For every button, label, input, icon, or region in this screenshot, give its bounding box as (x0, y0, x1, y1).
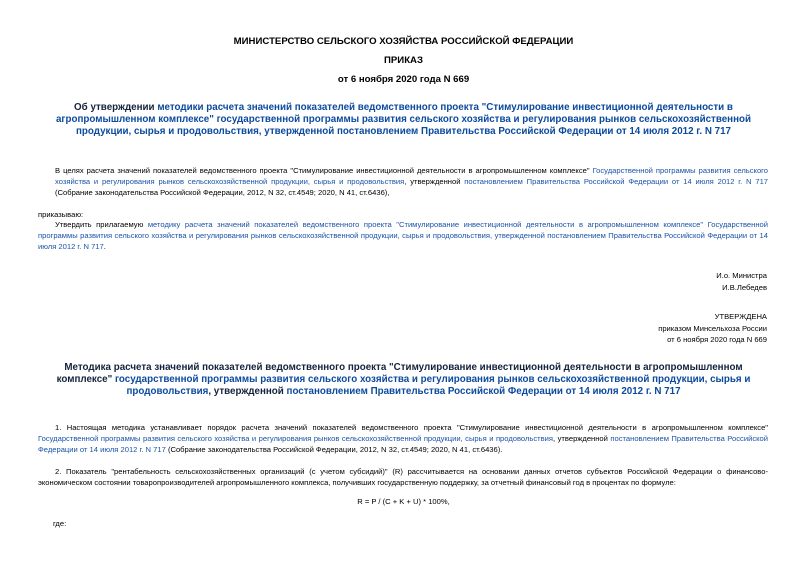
order-title-prefix: Об утверждении (74, 102, 158, 113)
intro-paragraph (55, 165, 768, 199)
intro-text-2: , утвержденной (404, 177, 465, 187)
formula: R = P / (C + K + U) * 100%, (357, 497, 450, 506)
item-1-text-2: , утвержденной (553, 434, 611, 444)
methodology-program-link[interactable]: государственной программы развития сельского хозяйства и регулирования рынков сельскохозяйственной продукции, сырья и продовольствия (114, 374, 751, 397)
methodology-title-text-2: , утвержденной (208, 386, 287, 397)
doc-date-number: от 6 ноября 2020 года N 669 (337, 74, 470, 85)
item-1-paragraph (38, 422, 768, 456)
item-1-text-3: (Собрание законодательства Российской Федерации, 2012, N 32, ст.4549; 2020, N 41, ст.6436). (165, 445, 503, 455)
order-title-link[interactable]: методики расчета значений показателей ведомственного проекта "Стимулирование инвестиционной деятельности в агропромышленном комплексе" государственной программы развития сельского хозяйства и регулирования рынков сельскохозяйственной продукции, сырья и продовольствия, утвержденной постановлением Правительства Российской Федерации от 14 июля 2012 г. N 717 (55, 102, 752, 137)
approval-order: приказом Минсельхоза России (658, 323, 767, 333)
item-2-paragraph: 2. Показатель "рентабельность сельскохозяйственных организаций (с учетом субсидий)" (R) рассчитывается на основании данных отчетов субъектов Российской Федерации о финансово-экономическом состоянии товаропроизводителей агропромышленного комплекса, получивших государственную поддержку, за отчетный финансовый год в процентах по формуле: (38, 467, 768, 488)
approval-stamp (467, 311, 767, 346)
approval-label: УТВЕРЖДЕНА (714, 312, 767, 321)
state-program-link[interactable]: Государственной программы развития сельского хозяйства и регулирования рынков сельскохозяйственной продукции, сырья и продовольствия (55, 166, 768, 187)
approve-text-2: . (103, 242, 106, 252)
signature-position: И.о. Министра (716, 271, 767, 280)
doc-type-heading: ПРИКАЗ (384, 55, 423, 66)
methodology-decree-link[interactable]: постановлением Правительства Российской Федерации от 14 июля 2012 г. N 717 (286, 386, 681, 397)
item-1-decree-link[interactable]: постановлением Правительства Российской Федерации от 14 июля 2012 г. N 717 (38, 434, 768, 455)
intro-text-1: В целях расчета значений показателей ведомственного проекта "Стимулирование инвестиционной деятельности в агропромышленном комплексе" (55, 166, 593, 175)
item-1-text-1: 1. Настоящая методика устанавливает порядок расчета значений показателей ведомственного проекта "Стимулирование инвестиционной деятельности в агропромышленном комплексе" (55, 423, 768, 432)
order-word: приказываю: (38, 210, 84, 219)
methodology-title-text: Методика расчета значений показателей ведомственного проекта "Стимулирование инвестиционной деятельности в агропромышленном комплексе" (56, 362, 743, 385)
item-1-program-link[interactable]: Государственной программы развития сельского хозяйства и регулирования рынков сельскохозяйственной продукции, сырья и продовольствия (38, 434, 554, 444)
signature-name: И.В.Лебедев (722, 282, 767, 292)
methodology-link[interactable]: методику расчета значений показателей ведомственного проекта "Стимулирование инвестиционной деятельности в агропромышленном комплексе" Государственной программы развития сельского хозяйства и регулирования рынков сельскохозяйственной продукции, сырья и продовольствия, утвержденной постановлением Правительства Российской Федерации от 14 июля 2012 г. N 717 (38, 220, 769, 252)
intro-text-3: (Собрание законодательства Российской Федерации, 2012, N 32, ст.4549; 2020, N 41, ст.6436), (55, 188, 390, 198)
signature-block (467, 270, 767, 293)
approve-text-1: Утвердить прилагаемую (55, 220, 148, 229)
approval-date: от 6 ноября 2020 года N 669 (667, 335, 767, 344)
methodology-title (38, 362, 769, 398)
order-title (38, 102, 769, 138)
approve-paragraph (38, 219, 768, 253)
government-decree-link[interactable]: постановлением Правительства Российской Федерации от 14 июля 2012 г. N 717 (464, 177, 769, 187)
ministry-heading: МИНИСТЕРСТВО СЕЛЬСКОГО ХОЗЯЙСТВА РОССИЙСКОЙ ФЕДЕРАЦИИ (233, 36, 574, 47)
where-label: где: (53, 519, 67, 528)
